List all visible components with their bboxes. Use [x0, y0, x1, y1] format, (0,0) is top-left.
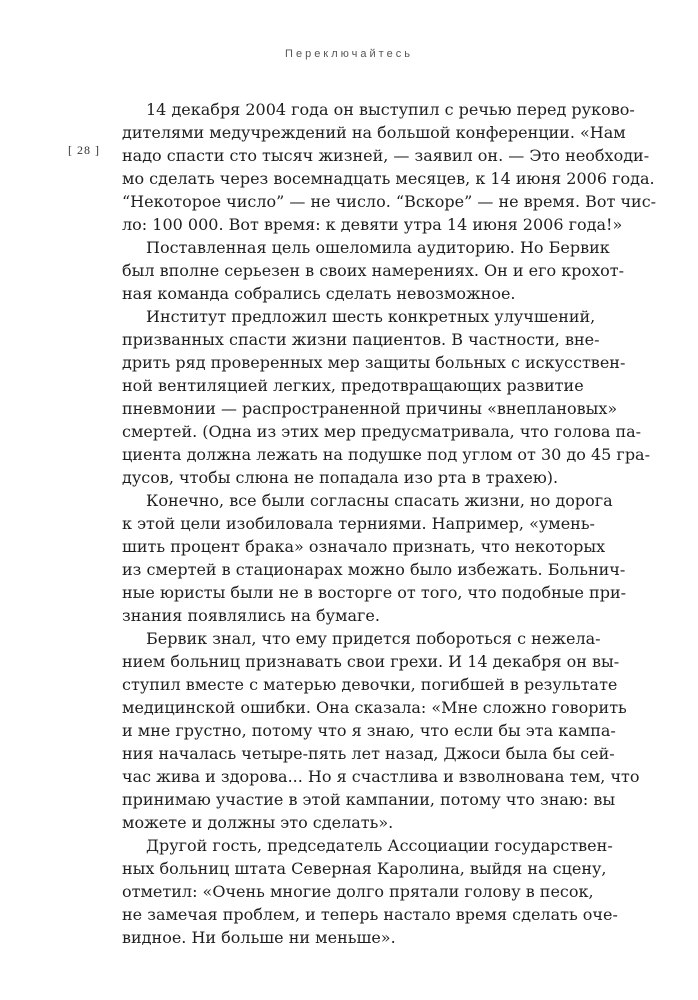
text-line: надо спасти сто тысяч жизней, — заявил он. — Это необходи-	[122, 146, 650, 165]
text-line: к этой цели изобиловала терниями. Например, «умень-	[122, 514, 595, 533]
text-line: был вполне серьезен в своих намерениях. Он и его крохот-	[122, 261, 624, 280]
text-line: нием больниц признавать свои грехи. И 14 декабря он вы-	[122, 652, 620, 671]
text-line: час жива и здорова... Но я счастлива и взволнована тем, что	[122, 767, 640, 786]
text-line: 14 декабря 2004 года он выступил с речью перед руково-	[146, 100, 635, 119]
text-line: Конечно, все были согласны спасать жизни, но дорога	[146, 491, 613, 510]
text-line: Бервик знал, что ему придется побороться с нежела-	[146, 629, 601, 648]
text-line: из смертей в стационарах можно было избежать. Больнич-	[122, 560, 626, 579]
text-line: ная команда собрались сделать невозможное.	[122, 284, 516, 303]
text-line: знания появлялись на бумаге.	[122, 606, 380, 625]
text-line: отметил: «Очень многие долго прятали голову в песок,	[122, 882, 594, 901]
text-line: ступил вместе с матерью девочки, погибшей в результате	[122, 675, 618, 694]
text-line: Институт предложил шесть конкретных улучшений,	[146, 307, 596, 326]
text-line: и мне грустно, потому что я знаю, что если бы эта кампа-	[122, 721, 616, 740]
text-line: можете и должны это сделать».	[122, 813, 394, 832]
text-line: мо сделать через восемнадцать месяцев, к 14 июня 2006 года.	[122, 169, 655, 188]
body-text	[122, 98, 657, 949]
text-line: ния началась четыре-пять лет назад, Джоси была бы сей-	[122, 744, 615, 763]
text-line: дрить ряд проверенных мер защиты больных с искусствен-	[122, 353, 626, 372]
text-line: пневмонии — распространенной причины «внеплановых»	[122, 399, 618, 418]
text-line: принимаю участие в этой кампании, потому что знаю: вы	[122, 790, 616, 809]
text-line: Поставленная цель ошеломила аудиторию. Но Бервик	[146, 238, 610, 257]
text-line: медицинской ошибки. Она сказала: «Мне сложно говорить	[122, 698, 627, 717]
text-line: ло: 100 000. Вот время: к девяти утра 14 июня 2006 года!»	[122, 215, 623, 234]
text-line: шить процент брака» означало признать, что некоторых	[122, 537, 606, 556]
text-line: Другой гость, председатель Ассоциации государствен-	[146, 836, 613, 855]
text-line: дусов, чтобы слюна не попадала изо рта в трахею).	[122, 468, 559, 487]
text-line: дителями медучреждений на большой конференции. «Нам	[122, 123, 626, 142]
text-line: циента должна лежать на подушке под углом от 30 до 45 гра-	[122, 445, 650, 464]
text-line: ных больниц штата Северная Каролина, выйдя на сцену,	[122, 859, 607, 878]
text-line: “Некоторое число” — не число. “Вскоре” — не время. Вот чис-	[122, 192, 657, 211]
running-head: Переключайтесь	[285, 48, 413, 60]
page-number: [ 28 ]	[68, 143, 100, 157]
text-line: ной вентиляцией легких, предотвращающих развитие	[122, 376, 584, 395]
text-line: ные юристы были не в восторге от того, что подобные при-	[122, 583, 627, 602]
text-line: смертей. (Одна из этих мер предусматривала, что голова па-	[122, 422, 642, 441]
text-line: не замечая проблем, и теперь настало время сделать оче-	[122, 905, 618, 924]
text-line: видное. Ни больше ни меньше».	[122, 928, 396, 947]
text-line: призванных спасти жизни пациентов. В частности, вне-	[122, 330, 600, 349]
